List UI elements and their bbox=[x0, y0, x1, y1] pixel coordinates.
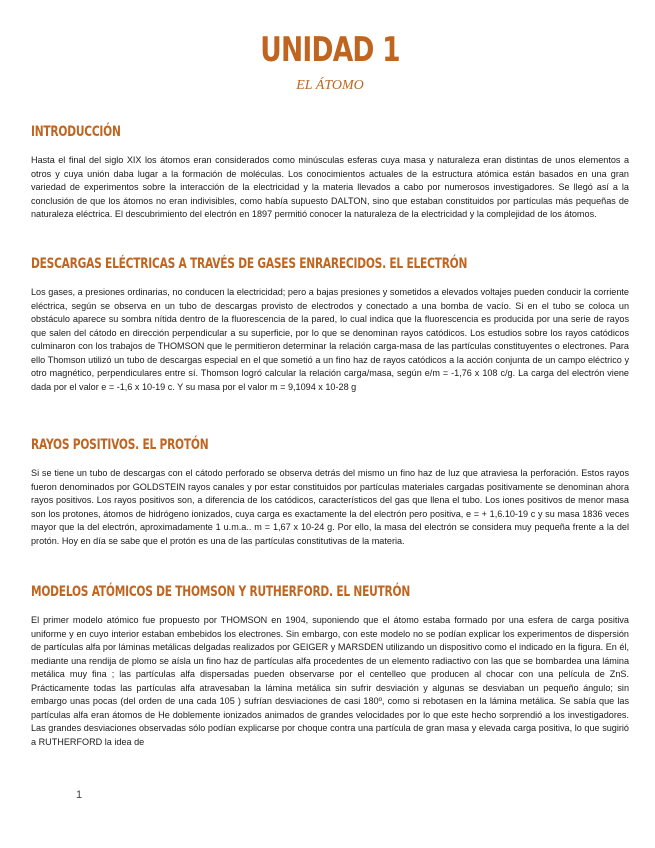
section-modelos-atomicos bbox=[31, 584, 629, 749]
section-heading: MODELOS ATÓMICOS DE THOMSON Y RUTHERFORD. EL NEUTRÓN bbox=[31, 584, 411, 600]
section-paragraph: Hasta el final del siglo XIX los átomos eran considerados como minúsculas esferas cuya masa y naturaleza eran distintas de unos elementos a otros y cuya unión daba lugar a la formación de moléculas. Los conocimientos actuales de la estructura atómica están basados en una gran variedad de experimentos sobre la interacción de la electricidad y la materia llevados a cabo por numerosos investigadores. Se llegó así a la conclusión de que los átomos no eran indivisibles, como había supuesto DALTON, sino que estaban constituidos por partículas más pequeñas de naturaleza eléctrica. El descubrimiento del electrón en 1897 permitió conocer la naturaleza de la electricidad y la complejidad de los átomos. bbox=[31, 155, 629, 219]
section-paragraph: El primer modelo atómico fue propuesto por THOMSON en 1904, suponiendo que el átomo estaba formado por una esfera de carga positiva uniforme y en cuyo interior estaban embebidos los electrones. Sin embargo, con este modelo no se podían explicar los experimentos de dispersión de partículas alfa por láminas metálicas delgadas realizados por GEIGER y MARSDEN utilizando un dispositivo como el indicado en la figura. En él, mediante una rendija de plomo se aísla un fino haz de partículas alfa procedentes de un elemento radiactivo con las que se bombardea una lámina metálica muy fina ; las partículas alfa dispersadas pueden observarse por el centelleo que producen al chocar con una película de ZnS. Prácticamente todas las partículas alfa atravesaban la lámina metálica sin sufrir desviación y algunas se desviaban un pequeño ángulo; sin embargo unas pocas (del orden de una cada 105 ) sufrían desviaciones de casi 180º, como si rebotasen en la lámina metálica. Se sabía que las partículas alfa eran átomos de He doblemente ionizados animados de grandes velocidades por lo que este hecho sorprendió a los investigadores. Las grandes desviaciones observadas sólo podían explicarse por choque contra una partícula de gran masa y elevada carga positiva, lo que sugirió a RUTHERFORD la idea de bbox=[31, 615, 629, 747]
section-descargas-electricas bbox=[31, 256, 629, 394]
section-introduccion bbox=[31, 124, 629, 222]
section-heading: RAYOS POSITIVOS. EL PROTÓN bbox=[31, 437, 209, 453]
section-paragraph: Los gases, a presiones ordinarias, no conducen la electricidad; pero a bajas presiones y sometidos a elevados voltajes pueden conducir la corriente eléctrica, según se observa en un tubo de descargas provisto de electrodos y conectado a una bomba de vacío. Si en el tubo se coloca un obstáculo aparece su sombra nítida dentro de la fluorescencia de la pared, lo cual indica que la fluorescencia es producida por una serie de rayos que salen del cátodo en dirección perpendicular a su superficie, por lo que se denominan rayos catódicos. Los estudios sobre los rayos catódicos culminaron con los trabajos de THOMSON que le permitieron determinar la relación carga-masa de las partículas constituyentes o electrones. Para ello Thomson utilizó un tubo de descargas especial en el que sometió a un fino haz de rayos catódicos a la acción conjunta de un campo eléctrico y otro magnético, perpendiculares entre sí. Thomson logró calcular la relación carga/masa, según e/m = -1,76 x 108 c/g. La carga del electrón viene dada por el valor e = -1,6 x 10-19 c. Y su masa por el valor m = 9,1094 x 10-28 g bbox=[31, 287, 629, 392]
unit-subtitle: EL ÁTOMO bbox=[296, 78, 364, 93]
section-heading: INTRODUCCIÓN bbox=[31, 124, 121, 140]
section-heading: DESCARGAS ELÉCTRICAS A TRAVÉS DE GASES ENRARECIDOS. EL ELECTRÓN bbox=[31, 256, 468, 272]
unit-title: UNIDAD 1 bbox=[260, 30, 400, 70]
page-number: 1 bbox=[76, 789, 83, 801]
section-paragraph: Si se tiene un tubo de descargas con el cátodo perforado se observa detrás del mismo un fino haz de luz que atraviesa la perforación. Estos rayos fueron denominados por GOLDSTEIN rayos canales y por estar constituidos por partículas materiales cargadas positivamente se denominan ahora rayos positivos. Los rayos positivos son, a diferencia de los catódicos, característicos del gas que llena el tubo. Los iones positivos de menor masa son los protones, átomos de hidrógeno ionizados, cuya carga es exactamente la del electrón pero positiva, e = + 1,6.10-19 c y su masa 1836 veces mayor que la del electrón, aproximadamente 1 u.m.a.. m = 1,67 x 10-24 g. Por ello, la masa del electrón se considera muy pequeña frente a la del protón. Hoy en día se sabe que el protón es una de las partículas constitutivas de la materia. bbox=[31, 468, 629, 546]
section-rayos-positivos bbox=[31, 437, 629, 548]
